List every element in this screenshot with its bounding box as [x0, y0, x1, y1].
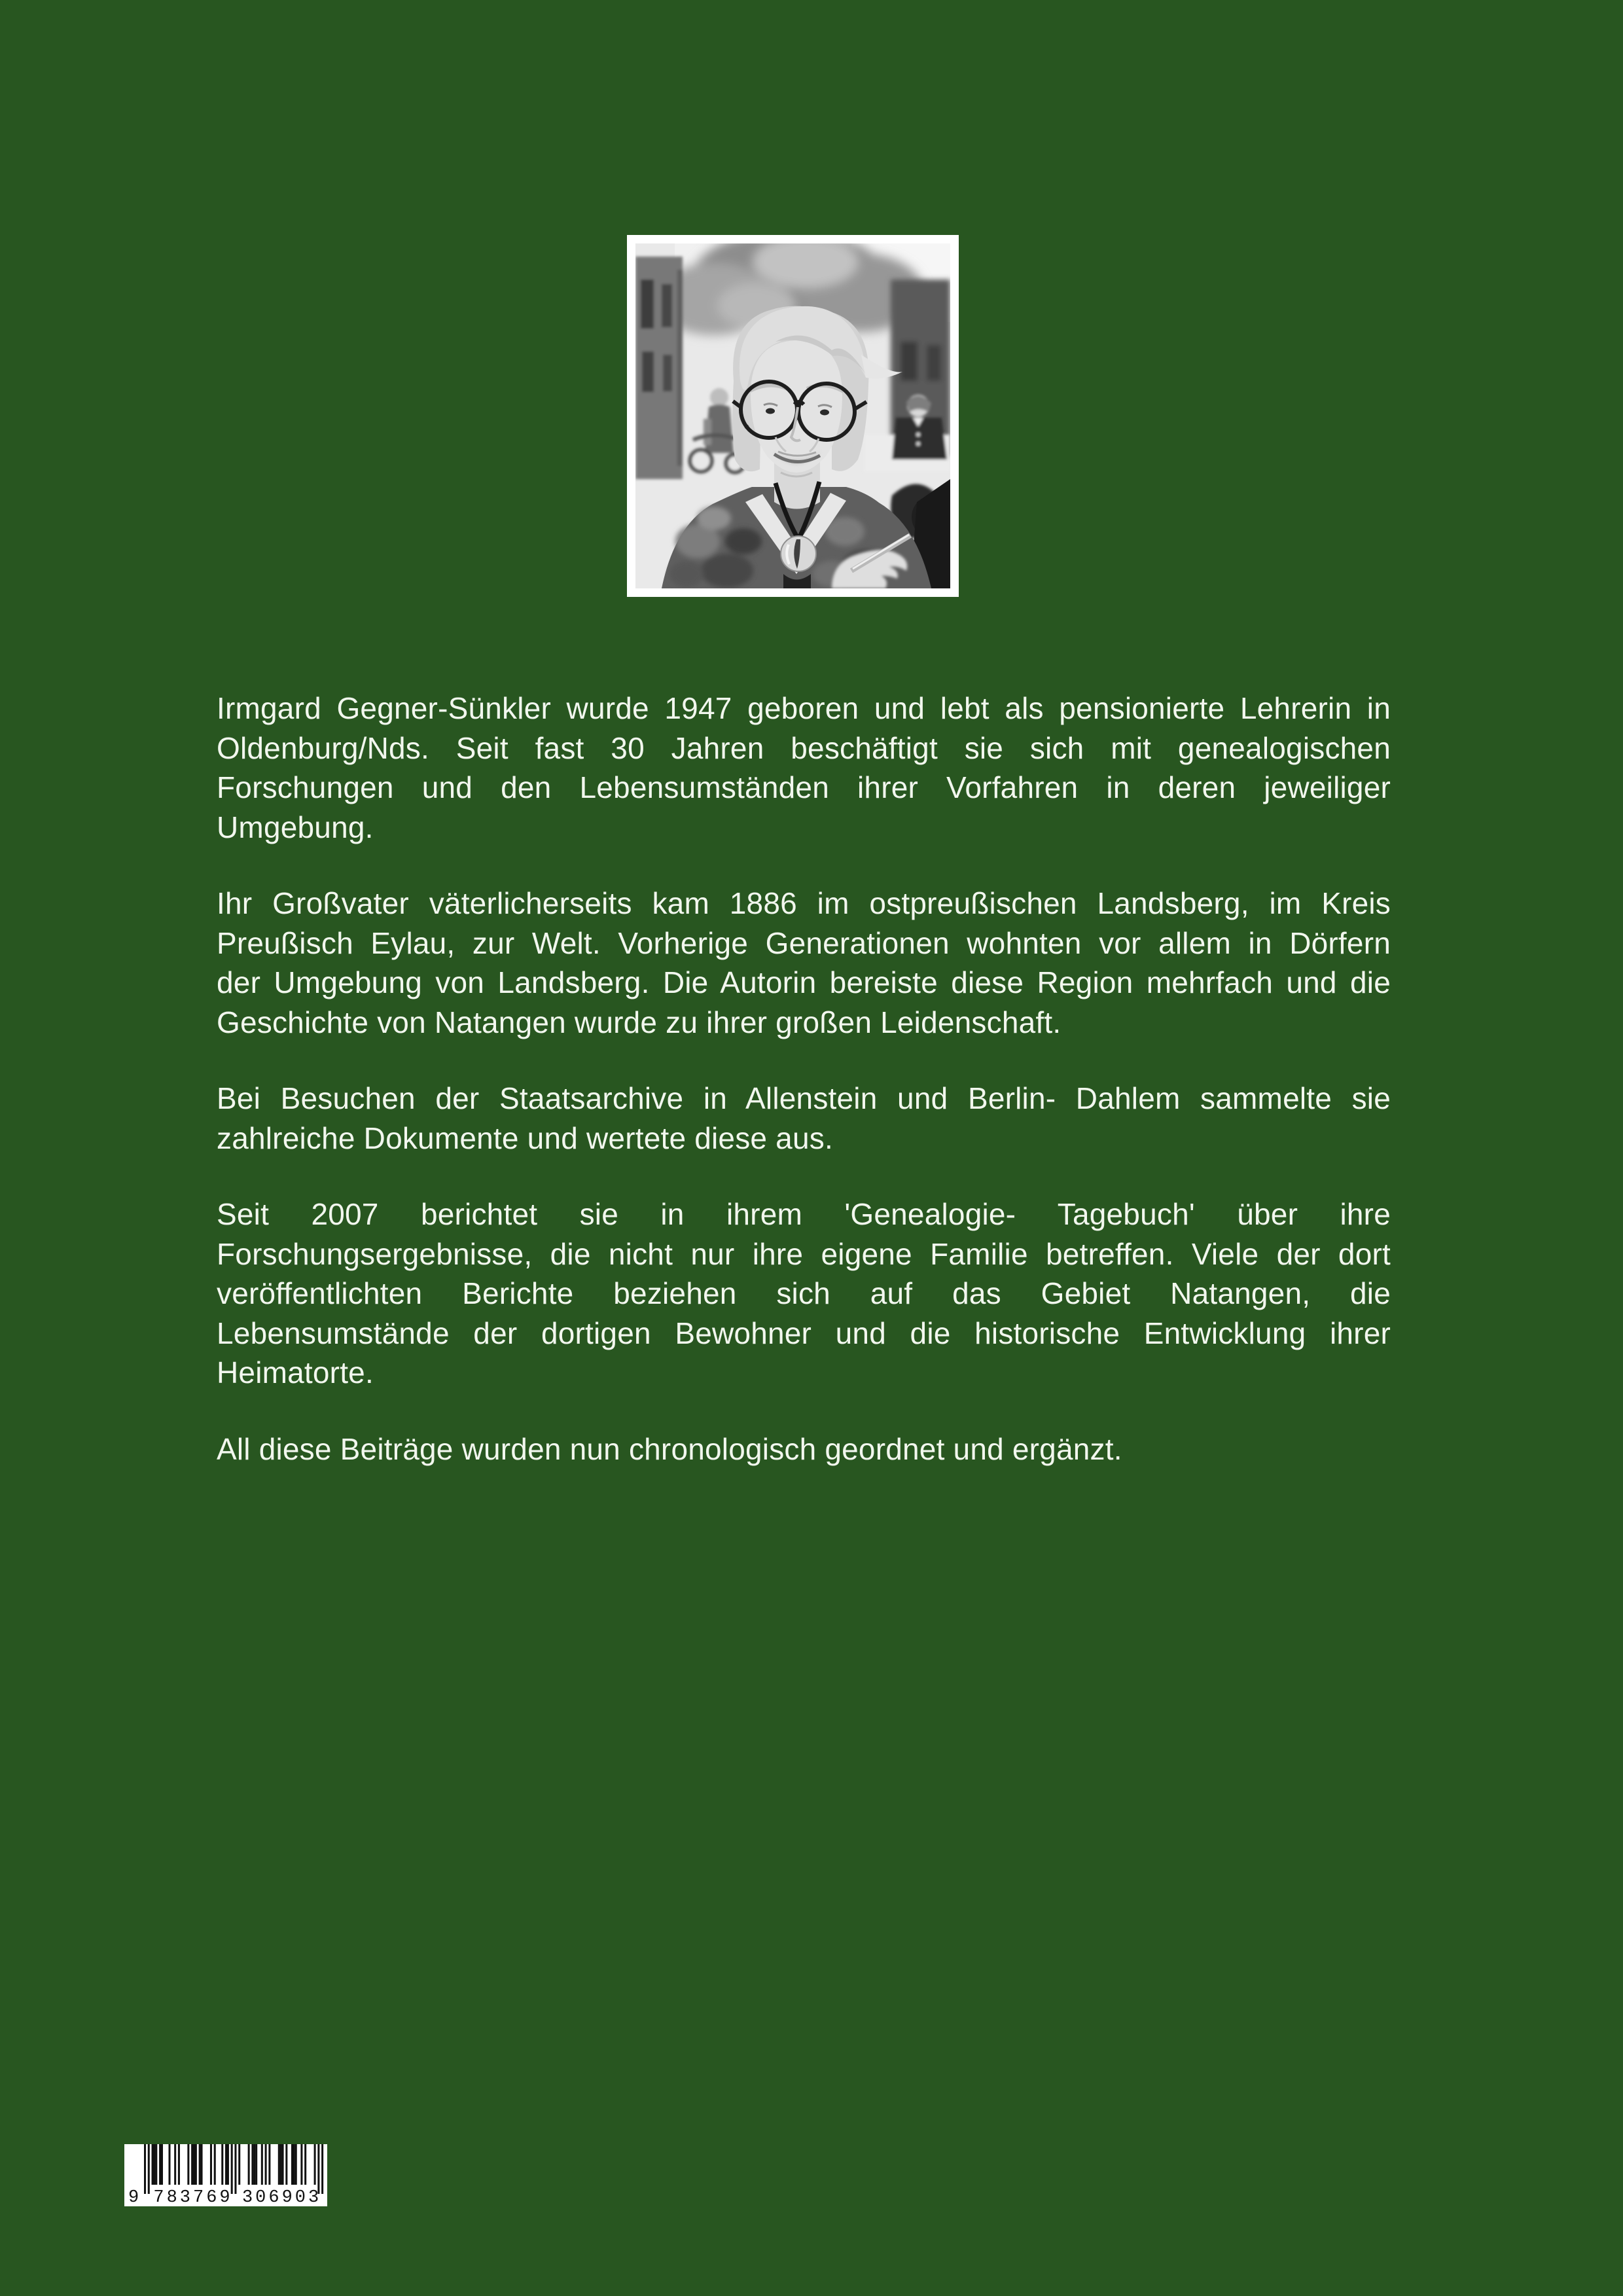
barcode-digits-group1: 783769 [153, 2188, 233, 2206]
bio-line: Preußisch Eylau, zur Welt. Vorherige Generationen wohnten vor allem in Dörfern [217, 925, 1391, 960]
barcode-digit-leading: 9 [128, 2188, 139, 2206]
bio-line: Bei Besuchen der Staatsarchive in Allenstein und Berlin- Dahlem sammelte sie [217, 1081, 1391, 1115]
bio-line: Forschungsergebnisse, die nicht nur ihre eigene Familie betreffen. Viele der dort [217, 1236, 1391, 1271]
left-eye [766, 408, 775, 414]
bio-line: Seit 2007 berichtet sie in ihrem 'Genealogie- Tagebuch' über ihre [217, 1197, 1391, 1231]
bio-paragraph-4 [217, 1194, 1391, 1393]
barcode-digits-group2: 306903 [241, 2188, 322, 2206]
author-bio-text [217, 689, 1391, 1505]
bio-paragraph-1 [217, 689, 1391, 847]
building-left [635, 257, 683, 479]
bio-line: Umgebung. [217, 810, 374, 844]
bio-line: All diese Beiträge wurden nun chronologisch geordnet und ergänzt. [217, 1431, 1122, 1466]
bio-paragraph-5 [217, 1429, 1391, 1469]
bio-paragraph-3 [217, 1079, 1391, 1158]
right-eye [820, 410, 829, 416]
bio-line: zahlreiche Dokumente und wertete diese aus. [217, 1121, 833, 1155]
bio-line: Oldenburg/Nds. Seit fast 30 Jahren beschäftigt sie sich mit genealogischen [217, 730, 1391, 765]
bio-line: Heimatorte. [217, 1355, 374, 1390]
bio-line: Geschichte von Natangen wurde zu ihrer großen Leidenschaft. [217, 1005, 1061, 1039]
isbn-barcode [124, 2144, 327, 2206]
bio-line: veröffentlichten Berichte beziehen sich auf das Gebiet Natangen, die [217, 1276, 1391, 1310]
bio-line: Lebensumstände der dortigen Bewohner und die historische Entwicklung ihrer [217, 1316, 1391, 1350]
bio-line: der Umgebung von Landsberg. Die Autorin bereiste diese Region mehrfach und die [217, 965, 1391, 999]
author-portrait-photo [635, 243, 950, 588]
bio-line: Ihr Großvater väterlicherseits kam 1886 im ostpreußischen Landsberg, im Kreis [217, 886, 1391, 920]
bio-line: Forschungen und den Lebensumständen ihrer Vorfahren in deren jeweiliger [217, 770, 1391, 804]
barcode-bars [124, 2144, 327, 2206]
author-photo-frame [627, 235, 959, 597]
bio-paragraph-2 [217, 884, 1391, 1042]
bio-line: Irmgard Gegner-Sünkler wurde 1947 geboren und lebt als pensionierte Lehrerin in [217, 691, 1391, 725]
